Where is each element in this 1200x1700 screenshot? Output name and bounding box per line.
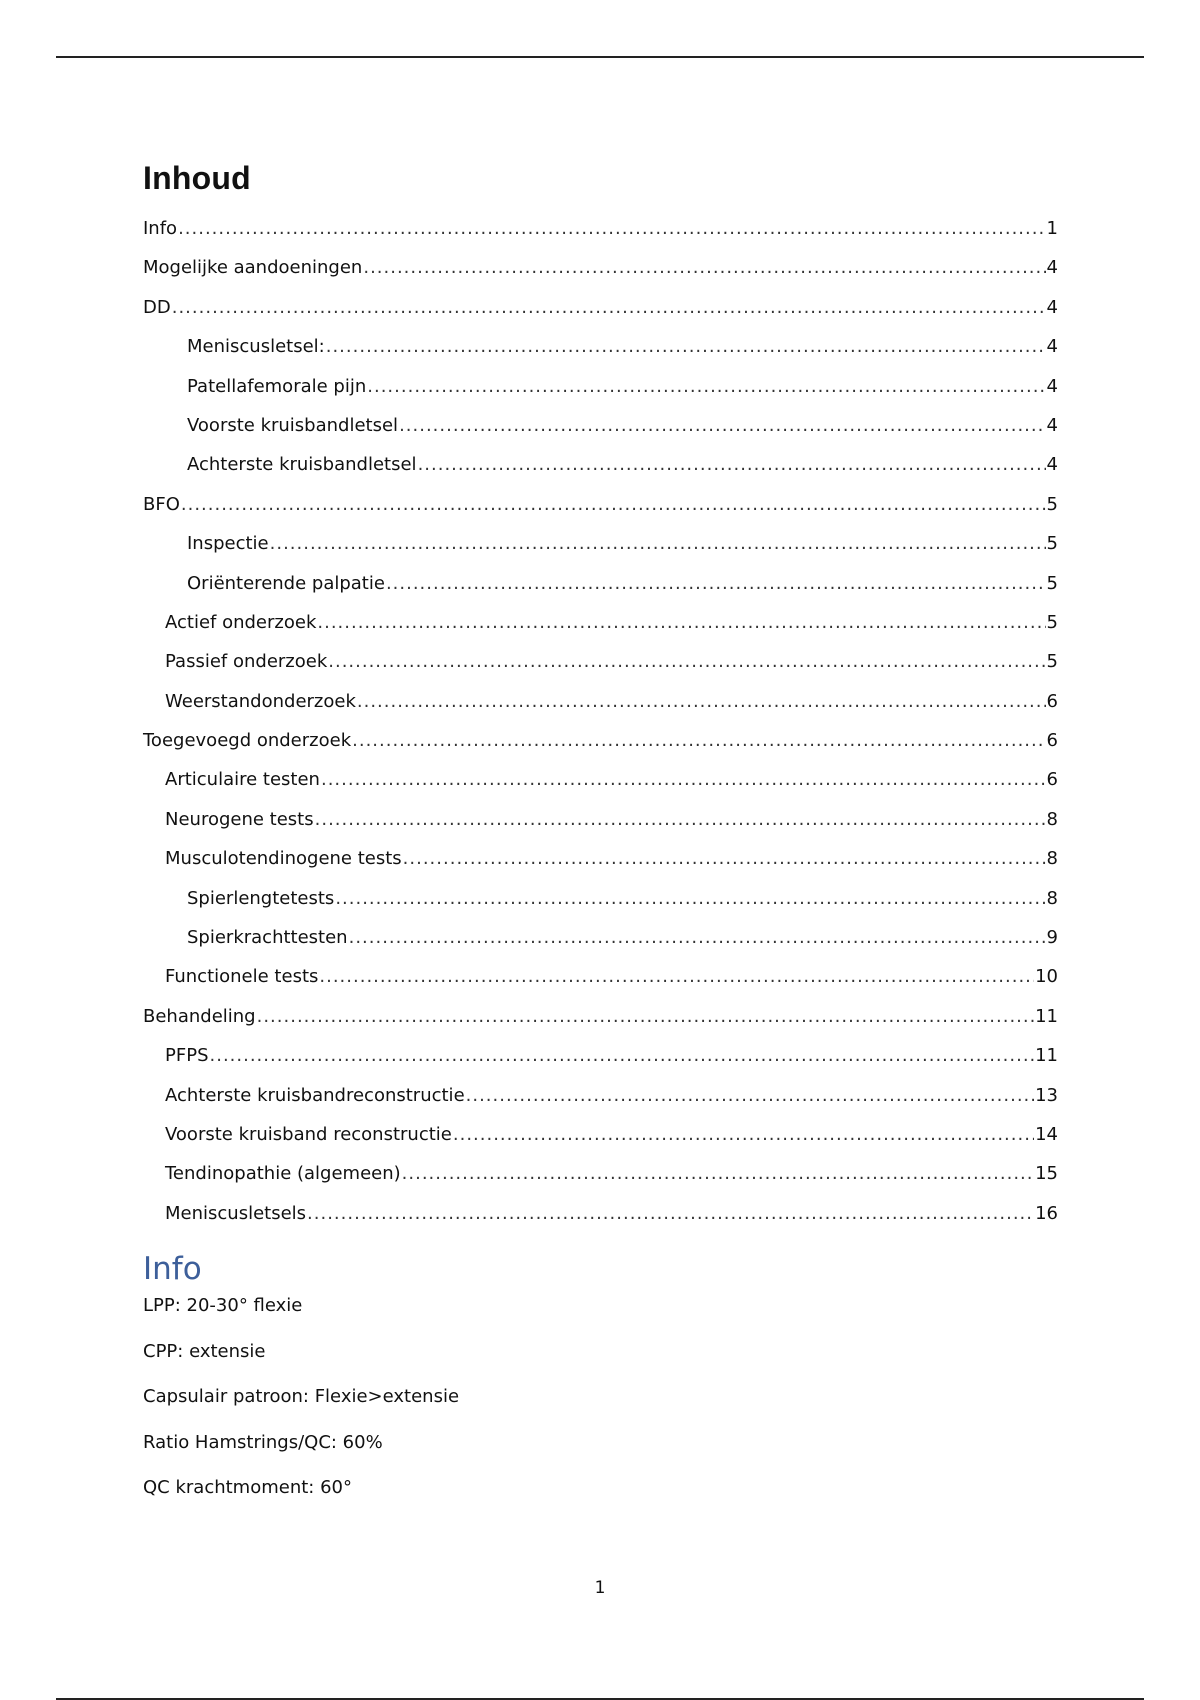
toc-dot-leader: [363, 248, 1045, 287]
toc-dot-leader: [210, 1036, 1035, 1075]
toc-dot-leader: [321, 760, 1046, 799]
toc-entry[interactable]: [143, 997, 1058, 1036]
toc-dot-leader: [402, 1154, 1034, 1193]
toc-dot-leader: [386, 564, 1046, 603]
toc-dot-leader: [418, 445, 1046, 484]
toc-entry-label: Meniscusletsel:: [187, 336, 325, 358]
toc-entry-label: Spierkrachttesten: [187, 927, 348, 949]
toc-entry-page: 8: [1046, 848, 1058, 870]
toc-entry-page: 1: [1046, 218, 1058, 239]
toc-entry-label: Meniscusletsels: [165, 1202, 307, 1224]
header-rule: [56, 56, 1144, 58]
toc-entry-page: 5: [1046, 651, 1058, 673]
toc-entry[interactable]: [143, 957, 1058, 996]
toc-entry-label: Neurogene tests: [165, 808, 314, 830]
toc-entry[interactable]: [143, 445, 1058, 484]
toc-entry-label: Voorste kruisbandletsel: [187, 414, 399, 436]
toc-entry-page: 15: [1035, 1163, 1058, 1185]
toc-entry-page: 6: [1046, 730, 1058, 752]
toc-entry[interactable]: [143, 1036, 1058, 1075]
toc-dot-leader: [357, 682, 1046, 721]
toc-dot-leader: [319, 957, 1034, 996]
toc-entry[interactable]: [143, 485, 1058, 524]
toc-entry-label: Functionele tests: [165, 966, 319, 988]
info-line: Capsulair patroon: Flexie>extensie: [143, 1386, 460, 1408]
toc-dot-leader: [352, 721, 1045, 760]
toc-dot-leader: [328, 642, 1045, 681]
toc-dot-leader: [326, 327, 1046, 366]
toc-entry-label: Inspectie: [187, 533, 269, 555]
toc-entry-page: 10: [1035, 966, 1058, 988]
toc-entry-page: 11: [1035, 1045, 1058, 1067]
toc-entry[interactable]: [143, 406, 1058, 445]
toc-dot-leader: [367, 367, 1045, 406]
toc-entry-label: BFO: [143, 493, 180, 515]
toc-entry-page: 6: [1046, 690, 1058, 712]
toc-entry[interactable]: [143, 642, 1058, 681]
toc-entry-label: Articulaire testen: [165, 769, 320, 791]
toc-entry[interactable]: [143, 1154, 1058, 1193]
toc-entry-label: Actief onderzoek: [165, 611, 317, 633]
info-line: CPP: extensie: [143, 1340, 266, 1362]
table-of-contents: [143, 209, 1058, 1233]
info-section: [143, 1293, 1058, 1521]
toc-entry[interactable]: [143, 1115, 1058, 1154]
toc-entry-label: PFPS: [165, 1045, 209, 1067]
toc-title: Inhoud: [143, 160, 251, 196]
toc-entry-label: Musculotendinogene tests: [165, 848, 402, 870]
toc-dot-leader: [315, 800, 1046, 839]
toc-dot-leader: [270, 524, 1046, 563]
info-heading: Info: [143, 1251, 202, 1288]
toc-entry-page: 4: [1046, 257, 1058, 279]
toc-entry-label: Toegevoegd onderzoek: [143, 730, 352, 752]
toc-entry-page: 9: [1046, 927, 1058, 949]
toc-entry-page: 4: [1046, 414, 1058, 436]
toc-entry-label: Patellafemorale pijn: [187, 375, 367, 397]
toc-entry[interactable]: [143, 524, 1058, 563]
toc-entry[interactable]: [143, 879, 1058, 918]
toc-dot-leader: [172, 288, 1046, 327]
toc-dot-leader: [466, 1076, 1034, 1115]
toc-entry-label: Passief onderzoek: [165, 651, 328, 673]
toc-entry[interactable]: [143, 564, 1058, 603]
toc-dot-leader: [317, 603, 1045, 642]
toc-entry-page: 8: [1046, 887, 1058, 909]
toc-entry-label: Voorste kruisband reconstructie: [165, 1123, 452, 1145]
toc-entry-label: Weerstandonderzoek: [165, 690, 356, 712]
toc-dot-leader: [181, 485, 1046, 524]
toc-entry[interactable]: [143, 367, 1058, 406]
toc-entry-page: 5: [1046, 533, 1058, 555]
toc-entry-label: Behandeling: [143, 1005, 256, 1027]
toc-dot-leader: [335, 879, 1045, 918]
toc-dot-leader: [178, 209, 1045, 248]
toc-dot-leader: [257, 997, 1034, 1036]
page-number: 1: [594, 1578, 606, 1598]
toc-entry-page: 11: [1035, 1005, 1058, 1027]
toc-entry-page: 16: [1035, 1202, 1058, 1224]
toc-entry[interactable]: [143, 721, 1058, 760]
toc-entry[interactable]: [143, 918, 1058, 957]
toc-dot-leader: [403, 839, 1046, 878]
toc-entry[interactable]: [143, 1076, 1058, 1115]
toc-dot-leader: [307, 1194, 1034, 1233]
toc-entry-label: Achterste kruisbandreconstructie: [165, 1084, 465, 1106]
toc-entry-label: Tendinopathie (algemeen): [165, 1163, 401, 1185]
toc-entry-label: Achterste kruisbandletsel: [187, 454, 417, 476]
toc-entry-page: 8: [1046, 808, 1058, 830]
info-line: QC krachtmoment: 60°: [143, 1477, 352, 1499]
toc-entry[interactable]: [143, 800, 1058, 839]
toc-dot-leader: [349, 918, 1046, 957]
toc-entry-page: 6: [1046, 769, 1058, 791]
toc-entry-page: 5: [1046, 493, 1058, 515]
toc-entry-label: Info: [143, 218, 178, 239]
toc-entry-label: Mogelijke aandoeningen: [143, 257, 363, 279]
toc-entry[interactable]: [143, 288, 1058, 327]
toc-entry-label: Spierlengtetests: [187, 887, 335, 909]
toc-entry-page: 4: [1046, 375, 1058, 397]
toc-entry[interactable]: [143, 603, 1058, 642]
toc-entry-page: 4: [1046, 454, 1058, 476]
toc-entry[interactable]: [143, 682, 1058, 721]
toc-entry-page: 13: [1035, 1084, 1058, 1106]
toc-entry[interactable]: [143, 839, 1058, 878]
toc-entry-page: 4: [1046, 296, 1058, 318]
toc-dot-leader: [399, 406, 1045, 445]
toc-entry-page: 5: [1046, 572, 1058, 594]
toc-entry[interactable]: [143, 327, 1058, 366]
toc-entry[interactable]: [143, 760, 1058, 799]
toc-entry[interactable]: [143, 209, 1058, 248]
document-page: [143, 160, 1058, 1521]
toc-entry-page: 4: [1046, 336, 1058, 358]
toc-dot-leader: [453, 1115, 1034, 1154]
toc-entry[interactable]: [143, 1194, 1058, 1233]
toc-entry[interactable]: [143, 248, 1058, 287]
info-line: Ratio Hamstrings/QC: 60%: [143, 1431, 383, 1453]
toc-entry-label: Oriënterende palpatie: [187, 572, 385, 594]
info-line: LPP: 20-30° flexie: [143, 1295, 303, 1317]
toc-entry-page: 14: [1035, 1123, 1058, 1145]
toc-entry-page: 5: [1046, 611, 1058, 633]
toc-entry-label: DD: [143, 296, 171, 318]
